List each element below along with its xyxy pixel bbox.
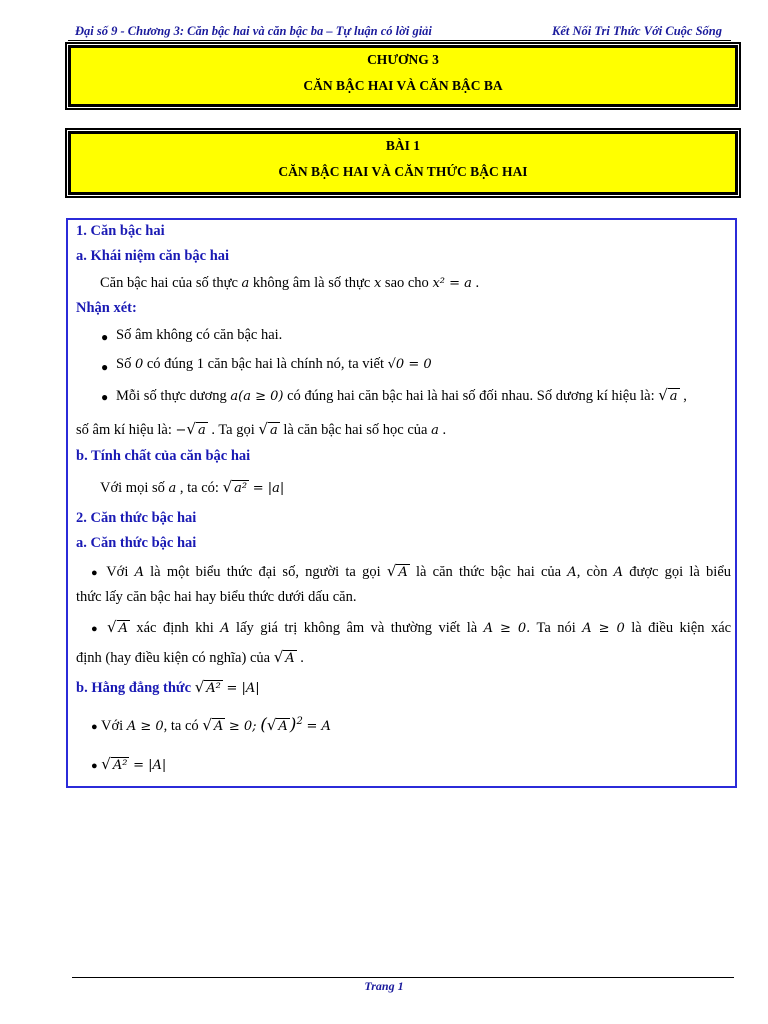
- section-2b-heading: b. Hằng đẳng thức √ A² = |A|: [76, 678, 260, 696]
- page-header-right: Kết Nối Tri Thức Với Cuộc Sống: [551, 24, 722, 38]
- section-1a-heading: a. Khái niệm căn bậc hai: [76, 248, 230, 264]
- chapter-number: CHƯƠNG 3: [367, 52, 439, 67]
- remark-item-1: Số âm không có căn bậc hai.: [116, 327, 283, 343]
- section-1b-heading: b. Tính chất của căn bậc hai: [76, 448, 251, 464]
- chapter-title-box: [68, 45, 738, 107]
- radical-definition-line-1: ● Với A là một biểu thức đại số, người ta gọi √ A là căn thức bậc hai của A, còn A được gọi là biểu: [91, 562, 732, 580]
- remark-item-2: Số 0 có đúng 1 căn bậc hai là chính nó, ta viết √0 = 0: [116, 356, 432, 372]
- section-2a-heading: a. Căn thức bậc hai: [76, 535, 197, 551]
- lesson-title-box: [68, 131, 738, 195]
- header-divider: [68, 40, 731, 41]
- page-header-left: Đại số 9 - Chương 3: Căn bậc hai và căn bậc ba – Tự luận có lời giải: [75, 24, 432, 38]
- property-line: Với mọi số a , ta có: √ a² = |a|: [100, 478, 285, 496]
- footer-divider: [72, 977, 734, 978]
- bullet-icon: ●: [101, 360, 109, 374]
- radical-condition-line-2: định (hay điều kiện có nghĩa) của √ A .: [76, 648, 304, 666]
- identity-line-1: ● Với A ≥ 0, ta có √ A ≥ 0; (√ A )$^2$ = A: [91, 715, 331, 735]
- remark-heading: Nhận xét:: [76, 300, 137, 316]
- lesson-title: CĂN BẬC HAI VÀ CĂN THỨC BẬC HAI: [278, 164, 528, 179]
- content-box: [66, 218, 737, 788]
- page-number: Trang 1: [364, 979, 404, 993]
- bullet-icon: ●: [91, 567, 101, 579]
- bullet-icon: ●: [91, 760, 98, 772]
- bullet-icon: ●: [91, 721, 98, 733]
- section-2-heading: 2. Căn thức bậc hai: [76, 510, 197, 526]
- chapter-title: CĂN BẬC HAI VÀ CĂN BẬC BA: [303, 78, 503, 93]
- bullet-icon: ●: [91, 623, 101, 635]
- lesson-number: BÀI 1: [385, 138, 421, 153]
- identity-line-2: ● √ A² = |A|: [91, 755, 167, 773]
- radical-condition-line-1: ● √ A xác định khi A lấy giá trị không âm và thường viết là A ≥ 0. Ta nói A ≥ 0 là điều kiện xác: [91, 618, 732, 636]
- bullet-icon: ●: [101, 330, 109, 344]
- remark-item-3-cont: số âm kí hiệu là: −√ a . Ta gọi √ a là căn bậc hai số học của a .: [76, 420, 447, 438]
- definition-line: Căn bậc hai của số thực a không âm là số thực x sao cho x² = a .: [100, 275, 480, 291]
- radical-definition-line-2: thức lấy căn bậc hai hay biểu thức dưới dấu căn.: [76, 589, 357, 605]
- section-1-heading: 1. Căn bậc hai: [76, 223, 165, 239]
- remark-item-3: Mỗi số thực dương a(a ≥ 0) có đúng hai căn bậc hai là hai số đối nhau. Số dương kí hiệu là: √ a ,: [116, 386, 687, 404]
- bullet-icon: ●: [101, 390, 109, 404]
